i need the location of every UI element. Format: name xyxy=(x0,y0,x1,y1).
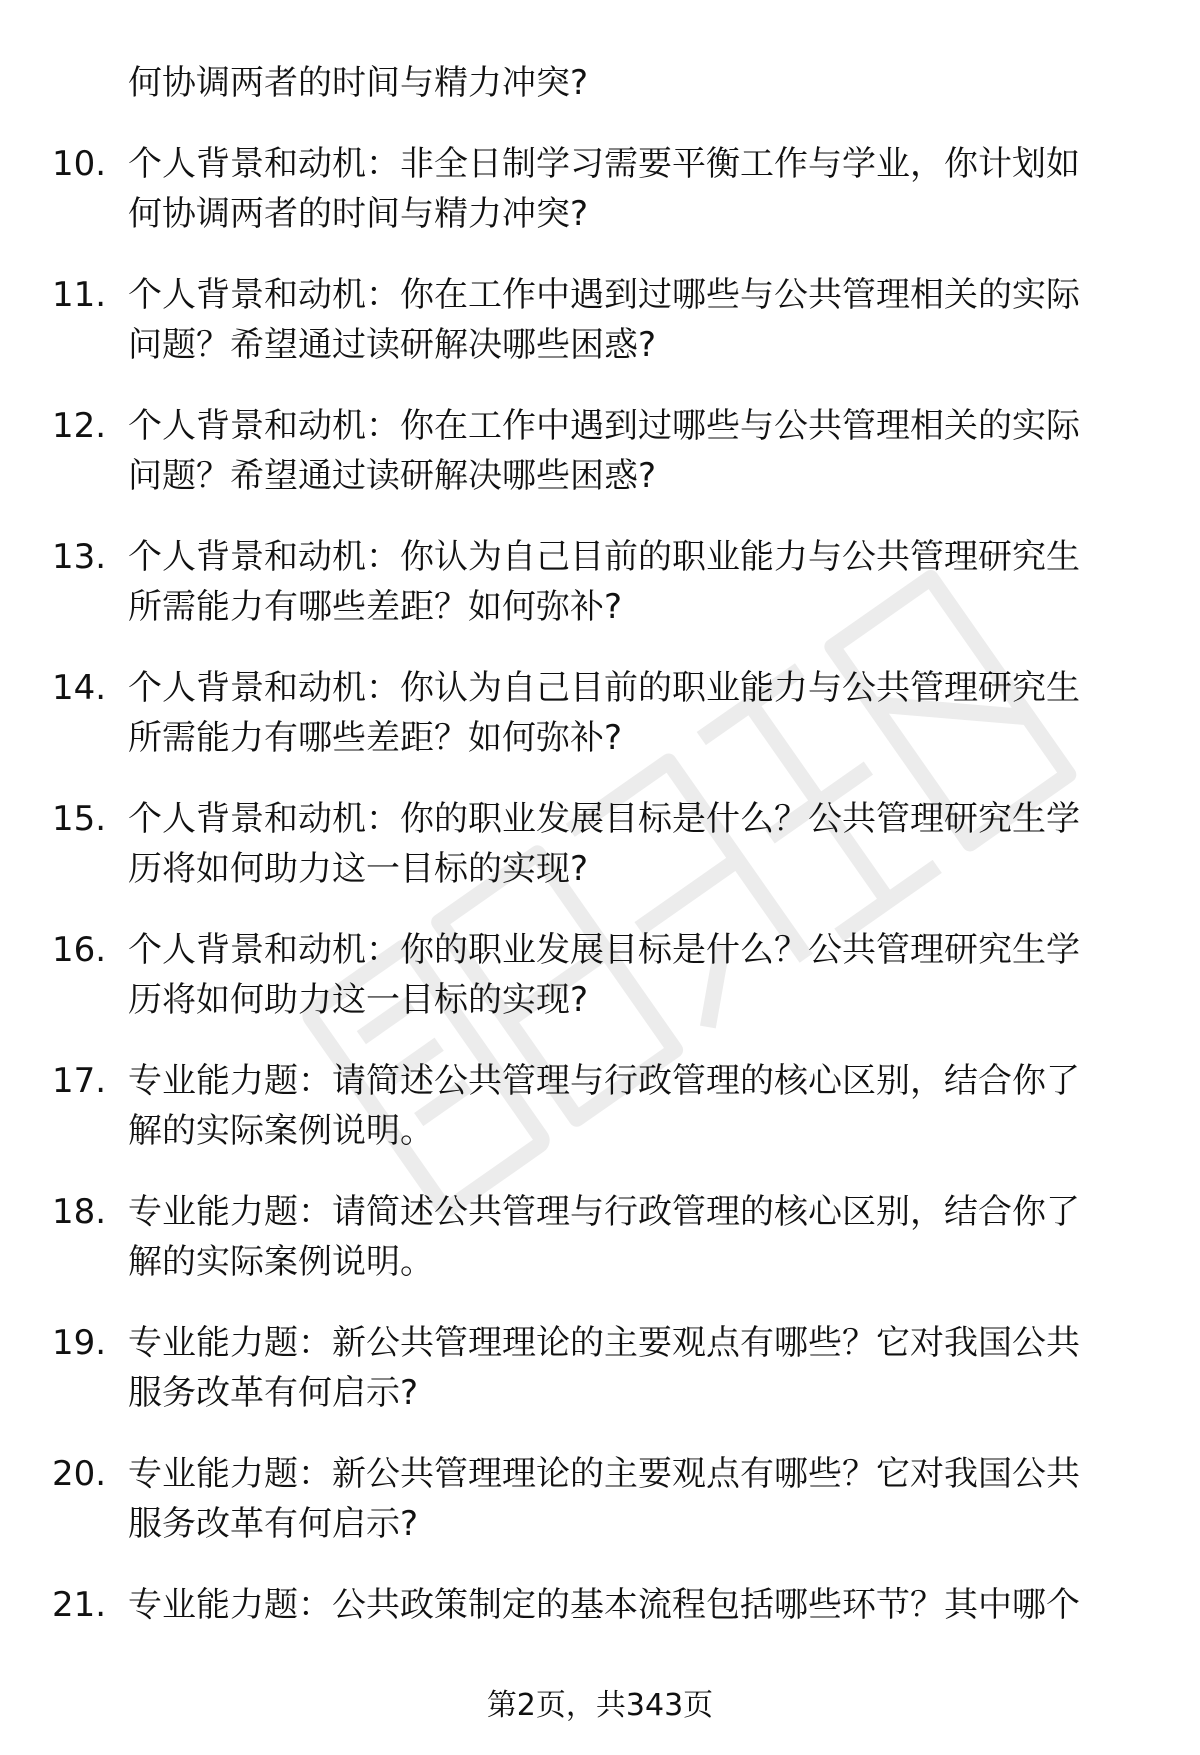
item-text xyxy=(128,1580,1142,1630)
list-item xyxy=(52,1318,1142,1418)
item-line: 服务改革有何启示? xyxy=(128,1373,419,1413)
item-text xyxy=(128,401,1142,501)
item-line: 所需能力有哪些差距？如何弥补? xyxy=(128,587,623,627)
item-line: 问题？希望通过读研解决哪些困惑? xyxy=(128,325,657,365)
item-line: 个人背景和动机：非全日制学习需要平衡工作与学业，你计划如 xyxy=(128,144,1080,184)
item-text xyxy=(128,1056,1142,1156)
item-line: 专业能力题：新公共管理理论的主要观点有哪些？它对我国公共 xyxy=(128,1454,1080,1494)
continuation-line: 何协调两者的时间与精力冲突? xyxy=(128,63,589,103)
item-line: 历将如何助力这一目标的实现? xyxy=(128,849,589,889)
item-number: 18. xyxy=(52,1192,107,1232)
item-number: 14. xyxy=(52,668,107,708)
item-number: 16. xyxy=(52,930,107,970)
list-item xyxy=(52,925,1142,1025)
item-number: 10. xyxy=(52,144,107,184)
list-item xyxy=(52,1449,1142,1549)
list-item xyxy=(52,794,1142,894)
item-number: 21. xyxy=(52,1585,107,1625)
item-text xyxy=(128,139,1142,239)
item-line: 服务改革有何启示? xyxy=(128,1504,419,1544)
question-list xyxy=(52,58,1142,1630)
item-line: 专业能力题：新公共管理理论的主要观点有哪些？它对我国公共 xyxy=(128,1323,1080,1363)
item-line: 个人背景和动机：你的职业发展目标是什么？公共管理研究生学 xyxy=(128,930,1080,970)
item-text xyxy=(128,532,1142,632)
list-item xyxy=(52,270,1142,370)
item-number: 19. xyxy=(52,1323,107,1363)
list-item xyxy=(52,1580,1142,1630)
item-line: 解的实际案例说明。 xyxy=(128,1242,434,1282)
list-item xyxy=(52,1056,1142,1156)
item-text xyxy=(128,925,1142,1025)
item-number: 20. xyxy=(52,1454,107,1494)
list-item xyxy=(52,1187,1142,1287)
item-number: 15. xyxy=(52,799,107,839)
item-line: 个人背景和动机：你在工作中遇到过哪些与公共管理相关的实际 xyxy=(128,275,1080,315)
item-number: 13. xyxy=(52,537,107,577)
item-line: 个人背景和动机：你认为自己目前的职业能力与公共管理研究生 xyxy=(128,537,1080,577)
item-line: 个人背景和动机：你的职业发展目标是什么？公共管理研究生学 xyxy=(128,799,1080,839)
item-line: 专业能力题：公共政策制定的基本流程包括哪些环节？其中哪个 xyxy=(128,1585,1080,1625)
item-text xyxy=(128,1449,1142,1549)
item-number: 17. xyxy=(52,1061,107,1101)
item-text xyxy=(128,1318,1142,1418)
item-line: 问题？希望通过读研解决哪些困惑? xyxy=(128,456,657,496)
item-number: 12. xyxy=(52,406,107,446)
list-item xyxy=(52,663,1142,763)
item-text xyxy=(128,794,1142,894)
item-line: 解的实际案例说明。 xyxy=(128,1111,434,1151)
item-line: 个人背景和动机：你认为自己目前的职业能力与公共管理研究生 xyxy=(128,668,1080,708)
item-line: 所需能力有哪些差距？如何弥补? xyxy=(128,718,623,758)
item-line: 专业能力题：请简述公共管理与行政管理的核心区别，结合你了 xyxy=(128,1061,1080,1101)
item-text xyxy=(128,270,1142,370)
item-text xyxy=(128,663,1142,763)
item-line: 个人背景和动机：你在工作中遇到过哪些与公共管理相关的实际 xyxy=(128,406,1080,446)
list-item xyxy=(52,401,1142,501)
list-item xyxy=(52,139,1142,239)
item-line: 何协调两者的时间与精力冲突? xyxy=(128,194,589,234)
item-line: 历将如何助力这一目标的实现? xyxy=(128,980,589,1020)
item-number: 11. xyxy=(52,275,107,315)
item-line: 专业能力题：请简述公共管理与行政管理的核心区别，结合你了 xyxy=(128,1192,1080,1232)
page-footer: 第2页，共343页 xyxy=(486,1688,714,1723)
list-item xyxy=(52,532,1142,632)
item-text xyxy=(128,1187,1142,1287)
